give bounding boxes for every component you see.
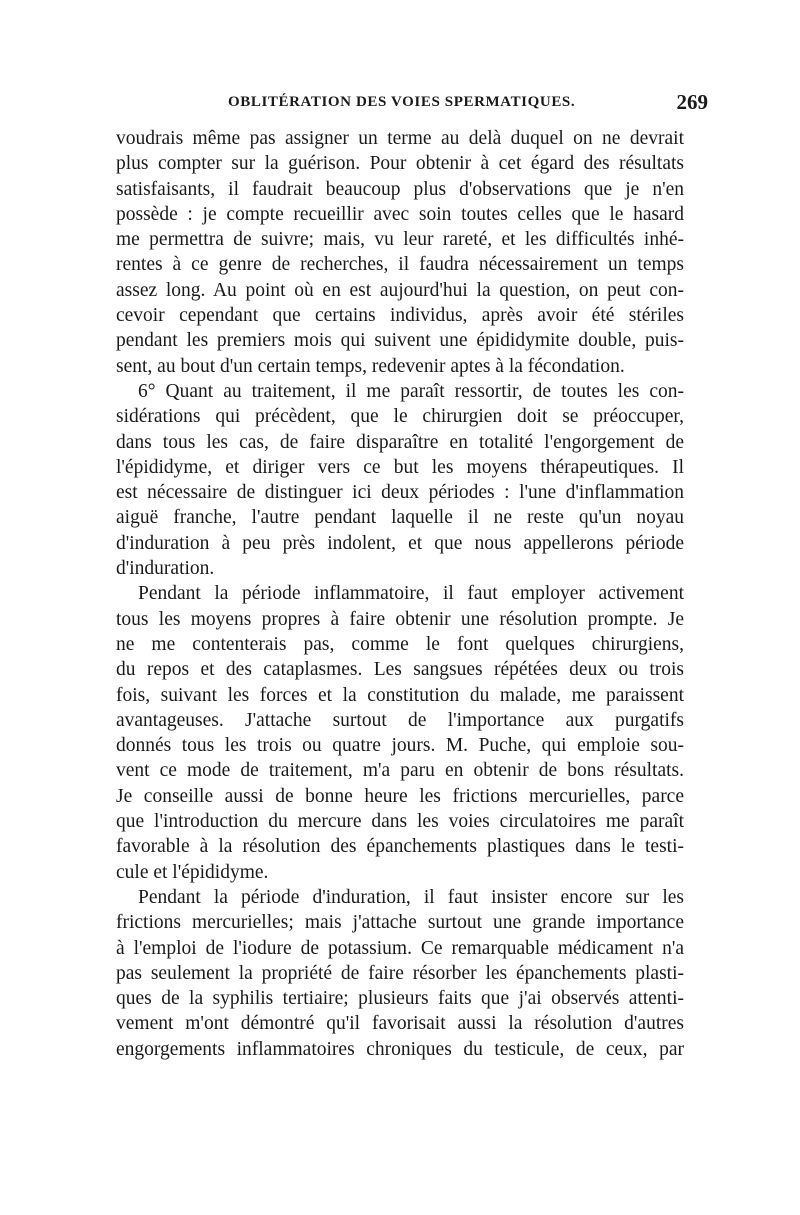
text-line: à l'emploi de l'iodure de potassium. Ce remarquable médicament n'a (116, 937, 684, 959)
text-line: d'induration. (116, 558, 215, 580)
text-line: dans tous les cas, de faire disparaître en totalité l'engorgement de (116, 431, 684, 453)
text-line: sidérations qui précèdent, que le chirurgien doit se préoccuper, (116, 406, 684, 428)
body-text (116, 126, 684, 1062)
page-number: 269 (676, 90, 708, 114)
text-line: favorable à la résolution des épanchements plastiques dans le testi- (116, 836, 684, 858)
text-line: cule et l'épididyme. (116, 861, 269, 883)
text-line: est nécessaire de distinguer ici deux périodes : l'une d'inflammation (116, 482, 684, 504)
text-line: du repos et des cataplasmes. Les sangsues répétées deux ou trois (116, 659, 684, 681)
running-head-title: OBLITÉRATION DES VOIES SPERMATIQUES. (228, 94, 576, 110)
text-line: sent, au bout d'un certain temps, redevenir aptes à la fécondation. (116, 355, 625, 377)
text-line: rentes à ce genre de recherches, il faudra nécessairement un temps (116, 254, 684, 276)
text-line: vent ce mode de traitement, m'a paru en obtenir de bons résultats. (116, 760, 684, 782)
text-line: fois, suivant les forces et la constitution du malade, me paraissent (116, 684, 684, 706)
text-line: Pendant la période d'induration, il faut insister encore sur les (138, 886, 684, 908)
text-line: avantageuses. J'attache surtout de l'importance aux purgatifs (116, 709, 684, 731)
text-line: vement m'ont démontré qu'il favorisait aussi la résolution d'autres (116, 1013, 684, 1035)
text-line: cevoir cependant que certains individus, après avoir été stériles (116, 305, 684, 327)
text-line: l'épididyme, et diriger vers ce but les moyens thérapeutiques. Il (116, 456, 684, 478)
text-line: pas seulement la propriété de faire résorber les épanchements plasti- (116, 962, 684, 984)
text-line: Pendant la période inflammatoire, il faut employer activement (138, 583, 684, 605)
text-line: voudrais même pas assigner un terme au delà duquel on ne devrait (116, 128, 684, 149)
text-line: que l'introduction du mercure dans les voies circulatoires me paraît (116, 811, 684, 833)
text-line: possède : je compte recueillir avec soin toutes celles que le hasard (116, 203, 684, 225)
text-line: me permettra de suivre; mais, vu leur rareté, et les difficultés inhé- (116, 229, 684, 251)
text-line: assez long. Au point où en est aujourd'hui la question, on peut con- (116, 279, 684, 301)
text-line: pendant les premiers mois qui suivent une épididymite double, puis- (116, 330, 684, 352)
text-line: aiguë franche, l'autre pendant laquelle il ne reste qu'un noyau (116, 507, 684, 529)
text-line: donnés tous les trois ou quatre jours. M. Puche, qui emploie sou- (116, 735, 684, 757)
text-line: Je conseille aussi de bonne heure les frictions mercurielles, parce (116, 785, 684, 807)
text-line: engorgements inflammatoires chroniques du testicule, de ceux, par (116, 1038, 684, 1060)
running-head (116, 92, 712, 118)
text-line: ne me contenterais pas, comme le font quelques chirurgiens, (116, 633, 684, 655)
text-line: 6° Quant au traitement, il me paraît ressortir, de toutes les con- (138, 380, 684, 402)
text-line: satisfaisants, il faudrait beaucoup plus d'observations que je n'en (116, 178, 684, 200)
text-line: frictions mercurielles; mais j'attache surtout une grande importance (116, 912, 684, 934)
text-line: plus compter sur la guérison. Pour obtenir à cet égard des résultats (116, 153, 684, 175)
text-line: tous les moyens propres à faire obtenir une résolution prompte. Je (116, 608, 684, 630)
text-line: ques de la syphilis tertiaire; plusieurs faits que j'ai observés attenti- (116, 988, 684, 1010)
text-line: d'induration à peu près indolent, et que nous appellerons période (116, 532, 684, 554)
